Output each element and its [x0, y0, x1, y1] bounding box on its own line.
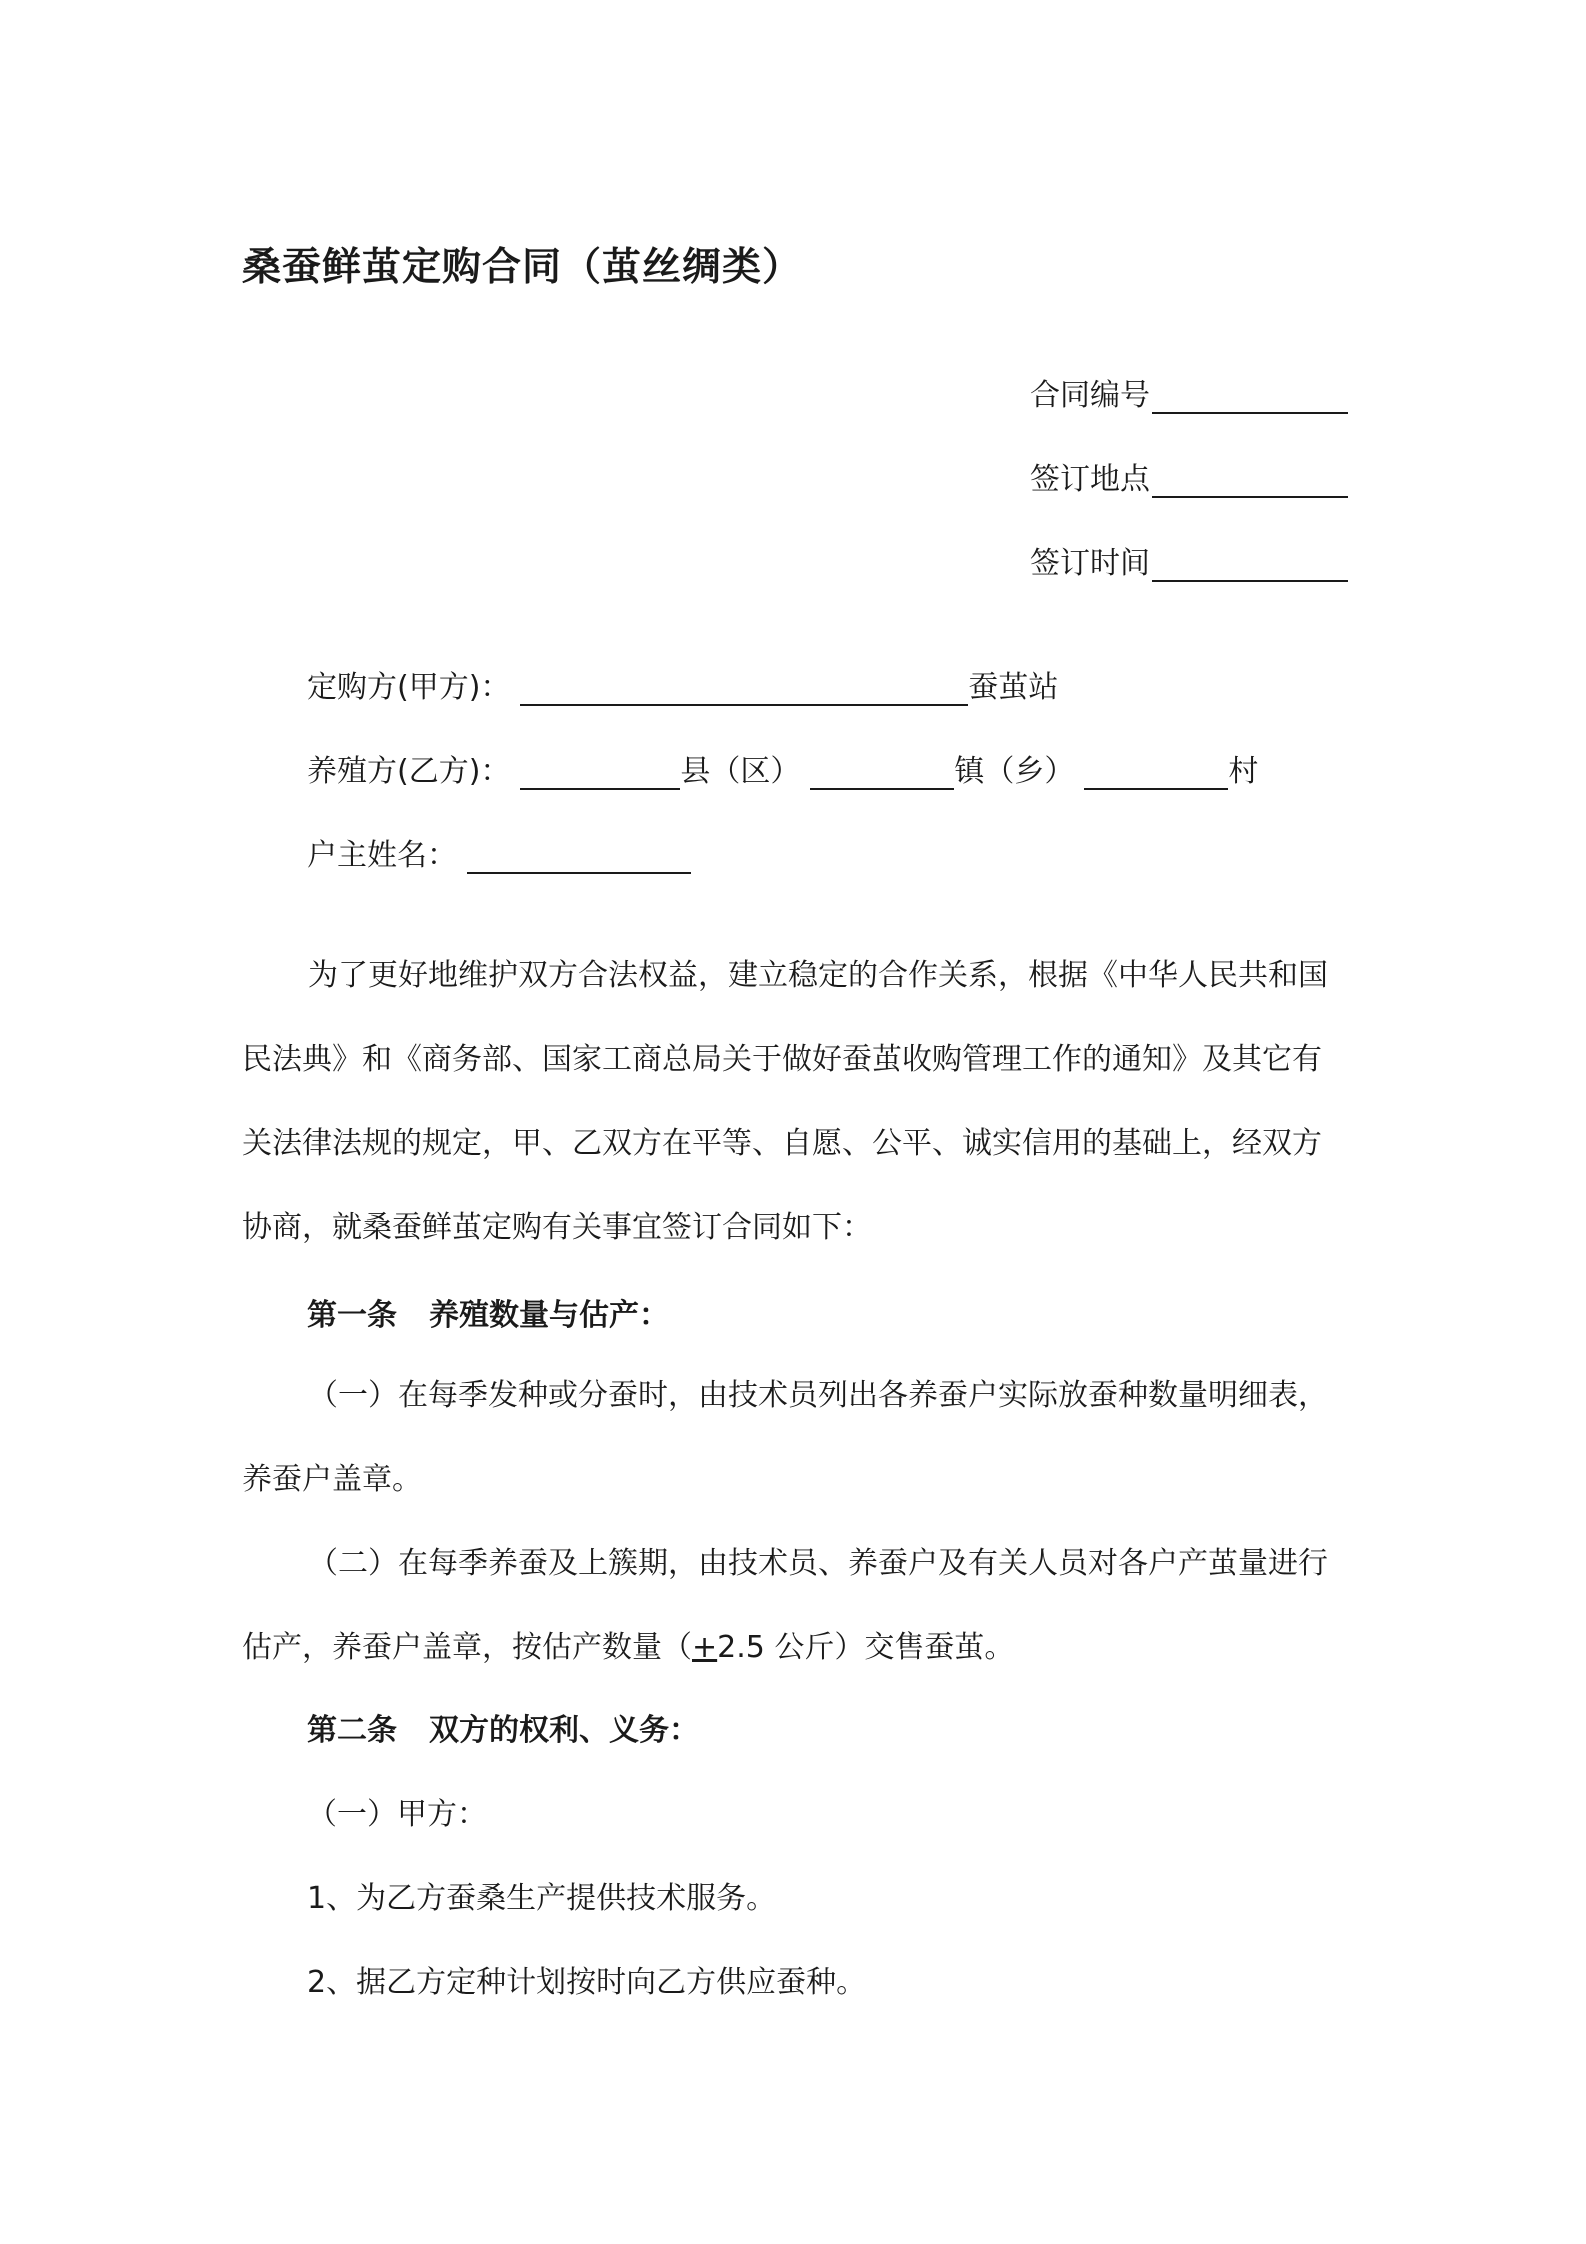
article2-number: 第二条 — [307, 1713, 397, 1748]
village-blank[interactable] — [1084, 754, 1228, 790]
sign-time-row — [1030, 538, 1348, 582]
buyer-suffix: 蚕茧站 — [968, 670, 1059, 705]
plus-minus-sign: + — [692, 1630, 718, 1665]
buyer-label: 定购方(甲方)： — [307, 670, 511, 705]
town-label: 镇（乡） — [954, 754, 1075, 789]
sign-place-row — [1030, 454, 1348, 498]
buyer-name-blank[interactable] — [520, 670, 968, 706]
owner-label: 户主姓名： — [307, 838, 457, 873]
contract-number-row — [1030, 370, 1348, 414]
contract-number-blank[interactable] — [1152, 382, 1348, 414]
article2-point1: 1、为乙方蚕桑生产提供技术服务。 — [307, 1881, 777, 1916]
owner-name-blank[interactable] — [467, 838, 691, 874]
article1-title: 养殖数量与估产： — [429, 1298, 669, 1333]
sign-place-blank[interactable] — [1152, 466, 1348, 498]
article2-title: 双方的权利、义务： — [429, 1713, 699, 1748]
document-title: 桑蚕鲜茧定购合同（茧丝绸类） — [242, 245, 803, 290]
sign-place-label: 签订地点 — [1030, 462, 1150, 497]
article1-heading — [307, 1290, 669, 1334]
owner-row — [307, 830, 691, 874]
article2-point2: 2、据乙方定种计划按时向乙方供应蚕种。 — [307, 1965, 867, 2000]
county-label: 县（区） — [680, 754, 801, 789]
contract-number-label: 合同编号 — [1030, 378, 1150, 413]
article1-item2-text-a: （二）在每季养蚕及上簇期，由技术员、养蚕户及有关人员对各户产茧量进行估产，养蚕户盖章，按估产数量（ — [242, 1546, 1328, 1665]
farmer-row — [307, 746, 1258, 790]
buyer-row — [307, 662, 1058, 706]
farmer-label: 养殖方(乙方)： — [307, 754, 511, 789]
sign-time-blank[interactable] — [1152, 550, 1348, 582]
sign-time-label: 签订时间 — [1030, 546, 1150, 581]
article1-item2 — [242, 1522, 1338, 1690]
village-label: 村 — [1228, 754, 1259, 789]
article1-item2-text-b: 2.5 公斤）交售蚕茧。 — [717, 1630, 1015, 1665]
town-blank[interactable] — [810, 754, 954, 790]
article1-item1: （一）在每季发种或分蚕时，由技术员列出各养蚕户实际放蚕种数量明细表，养蚕户盖章。 — [242, 1378, 1328, 1497]
article2-heading — [307, 1705, 699, 1749]
article1-number: 第一条 — [307, 1298, 397, 1333]
article2-party-a-heading: （一）甲方： — [307, 1797, 487, 1832]
county-blank[interactable] — [520, 754, 680, 790]
preamble-paragraph: 为了更好地维护双方合法权益，建立稳定的合作关系，根据《中华人民共和国民法典》和《商务部、国家工商总局关于做好蚕茧收购管理工作的通知》及其它有关法律法规的规定，甲、乙双方在平等、自愿、公平、诚实信用的基础上，经双方协商，就桑蚕鲜茧定购有关事宜签订合同如下： — [242, 958, 1328, 1245]
